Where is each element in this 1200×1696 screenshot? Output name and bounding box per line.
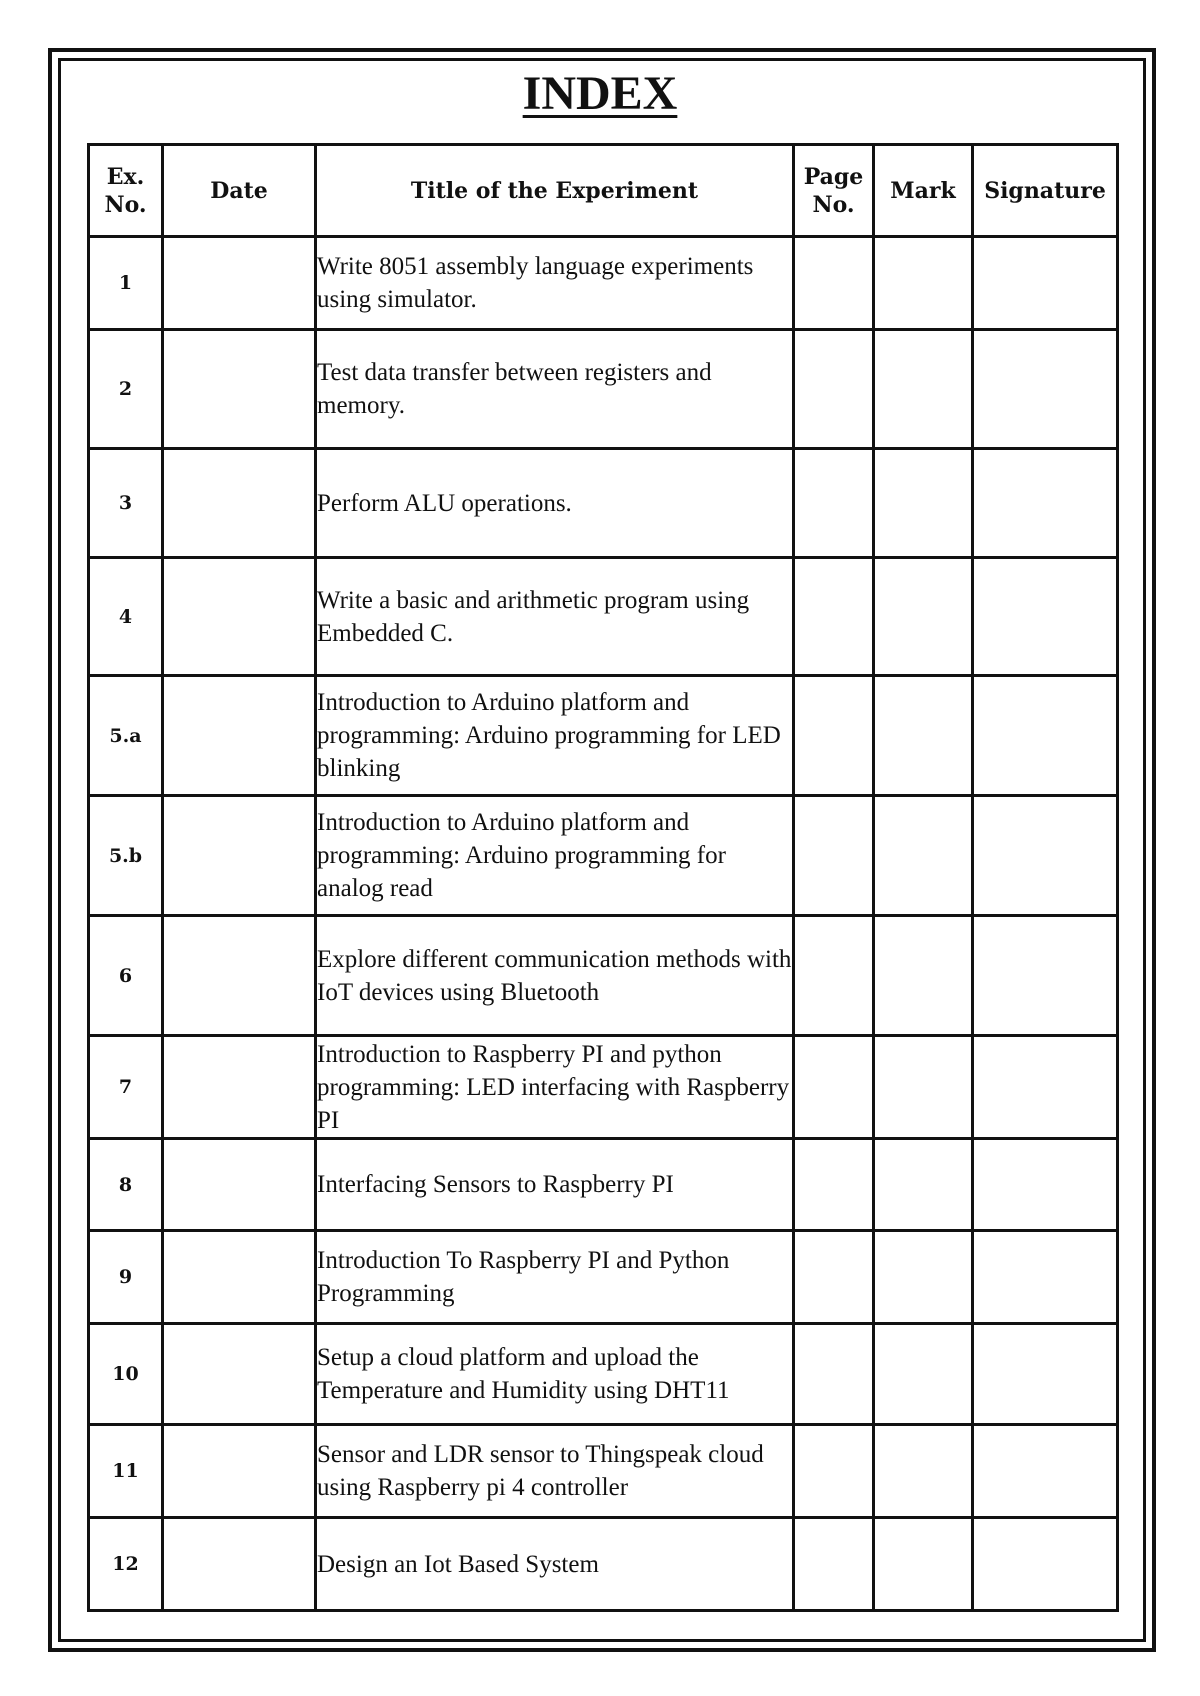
date-cell [163, 676, 316, 796]
signature-cell [973, 237, 1118, 330]
ex-no-cell: 6 [89, 916, 163, 1036]
mark-cell [874, 796, 973, 916]
page-no-cell [794, 558, 874, 676]
experiment-title-cell: Test data transfer between registers and memory. [316, 330, 794, 449]
table-row [89, 558, 1118, 676]
mark-cell [874, 676, 973, 796]
page-no-cell [794, 676, 874, 796]
signature-cell [973, 1231, 1118, 1324]
mark-cell [874, 237, 973, 330]
date-cell [163, 237, 316, 330]
table-row [89, 916, 1118, 1036]
ex-no-cell: 2 [89, 330, 163, 449]
mark-cell [874, 1139, 973, 1231]
ex-no-cell: 12 [89, 1518, 163, 1611]
page-title: INDEX [522, 67, 678, 120]
header-row [89, 145, 1118, 237]
mark-cell [874, 916, 973, 1036]
date-cell [163, 796, 316, 916]
page-no-cell [794, 237, 874, 330]
signature-cell [973, 916, 1118, 1036]
signature-cell [973, 330, 1118, 449]
ex-no-cell: 9 [89, 1231, 163, 1324]
signature-cell [973, 1139, 1118, 1231]
date-cell [163, 1324, 316, 1425]
experiment-title-cell: Setup a cloud platform and upload the Temperature and Humidity using DHT11 [316, 1324, 794, 1425]
table-row [89, 1231, 1118, 1324]
signature-cell [973, 449, 1118, 558]
signature-cell [973, 1036, 1118, 1139]
page-no-cell [794, 330, 874, 449]
page-no-cell [794, 1425, 874, 1518]
experiment-title-cell: Introduction to Arduino platform and programming: Arduino programming for LED blinking [316, 676, 794, 796]
table-row [89, 676, 1118, 796]
date-cell [163, 1139, 316, 1231]
ex-no-cell: 3 [89, 449, 163, 558]
signature-cell [973, 796, 1118, 916]
ex-no-cell: 5.a [89, 676, 163, 796]
signature-cell [973, 676, 1118, 796]
mark-cell [874, 1425, 973, 1518]
table-row [89, 237, 1118, 330]
page-no-cell [794, 916, 874, 1036]
header-mark: Mark [874, 145, 973, 237]
date-cell [163, 1518, 316, 1611]
ex-no-cell: 1 [89, 237, 163, 330]
page-no-cell [794, 1231, 874, 1324]
experiment-title-cell: Write a basic and arithmetic program using Embedded C. [316, 558, 794, 676]
ex-no-cell: 10 [89, 1324, 163, 1425]
table-row [89, 1518, 1118, 1611]
mark-cell [874, 1518, 973, 1611]
mark-cell [874, 449, 973, 558]
date-cell [163, 1036, 316, 1139]
date-cell [163, 449, 316, 558]
experiment-title-cell: Introduction to Raspberry PI and python programming: LED interfacing with Raspberry PI [316, 1036, 794, 1139]
ex-no-cell: 7 [89, 1036, 163, 1139]
header-ex-no: Ex. No. [89, 145, 163, 237]
page-no-cell [794, 1139, 874, 1231]
signature-cell [973, 1518, 1118, 1611]
date-cell [163, 1425, 316, 1518]
ex-no-cell: 8 [89, 1139, 163, 1231]
experiment-title-cell: Design an Iot Based System [316, 1518, 794, 1611]
header-page-no: Page No. [794, 145, 874, 237]
table-row [89, 796, 1118, 916]
experiment-title-cell: Sensor and LDR sensor to Thingspeak cloud using Raspberry pi 4 controller [316, 1425, 794, 1518]
index-table [87, 143, 1119, 1612]
table-row [89, 1139, 1118, 1231]
page-no-cell [794, 1036, 874, 1139]
table-row [89, 449, 1118, 558]
date-cell [163, 558, 316, 676]
signature-cell [973, 558, 1118, 676]
table-row [89, 1324, 1118, 1425]
header-title: Title of the Experiment [316, 145, 794, 237]
table-row [89, 1036, 1118, 1139]
mark-cell [874, 558, 973, 676]
table-row [89, 1425, 1118, 1518]
page-no-cell [794, 1324, 874, 1425]
header-signature: Signature [973, 145, 1118, 237]
ex-no-cell: 4 [89, 558, 163, 676]
experiment-title-cell: Perform ALU operations. [316, 449, 794, 558]
experiment-title-cell: Explore different communication methods with IoT devices using Bluetooth [316, 916, 794, 1036]
experiment-title-cell: Introduction To Raspberry PI and Python Programming [316, 1231, 794, 1324]
date-cell [163, 1231, 316, 1324]
ex-no-cell: 5.b [89, 796, 163, 916]
header-date: Date [163, 145, 316, 237]
mark-cell [874, 1324, 973, 1425]
date-cell [163, 916, 316, 1036]
mark-cell [874, 1231, 973, 1324]
experiment-title-cell: Introduction to Arduino platform and programming: Arduino programming for analog read [316, 796, 794, 916]
signature-cell [973, 1425, 1118, 1518]
ex-no-cell: 11 [89, 1425, 163, 1518]
experiment-title-cell: Interfacing Sensors to Raspberry PI [316, 1139, 794, 1231]
signature-cell [973, 1324, 1118, 1425]
table-row [89, 330, 1118, 449]
date-cell [163, 330, 316, 449]
page-no-cell [794, 1518, 874, 1611]
page-no-cell [794, 796, 874, 916]
experiment-title-cell: Write 8051 assembly language experiments using simulator. [316, 237, 794, 330]
page-no-cell [794, 449, 874, 558]
mark-cell [874, 1036, 973, 1139]
mark-cell [874, 330, 973, 449]
